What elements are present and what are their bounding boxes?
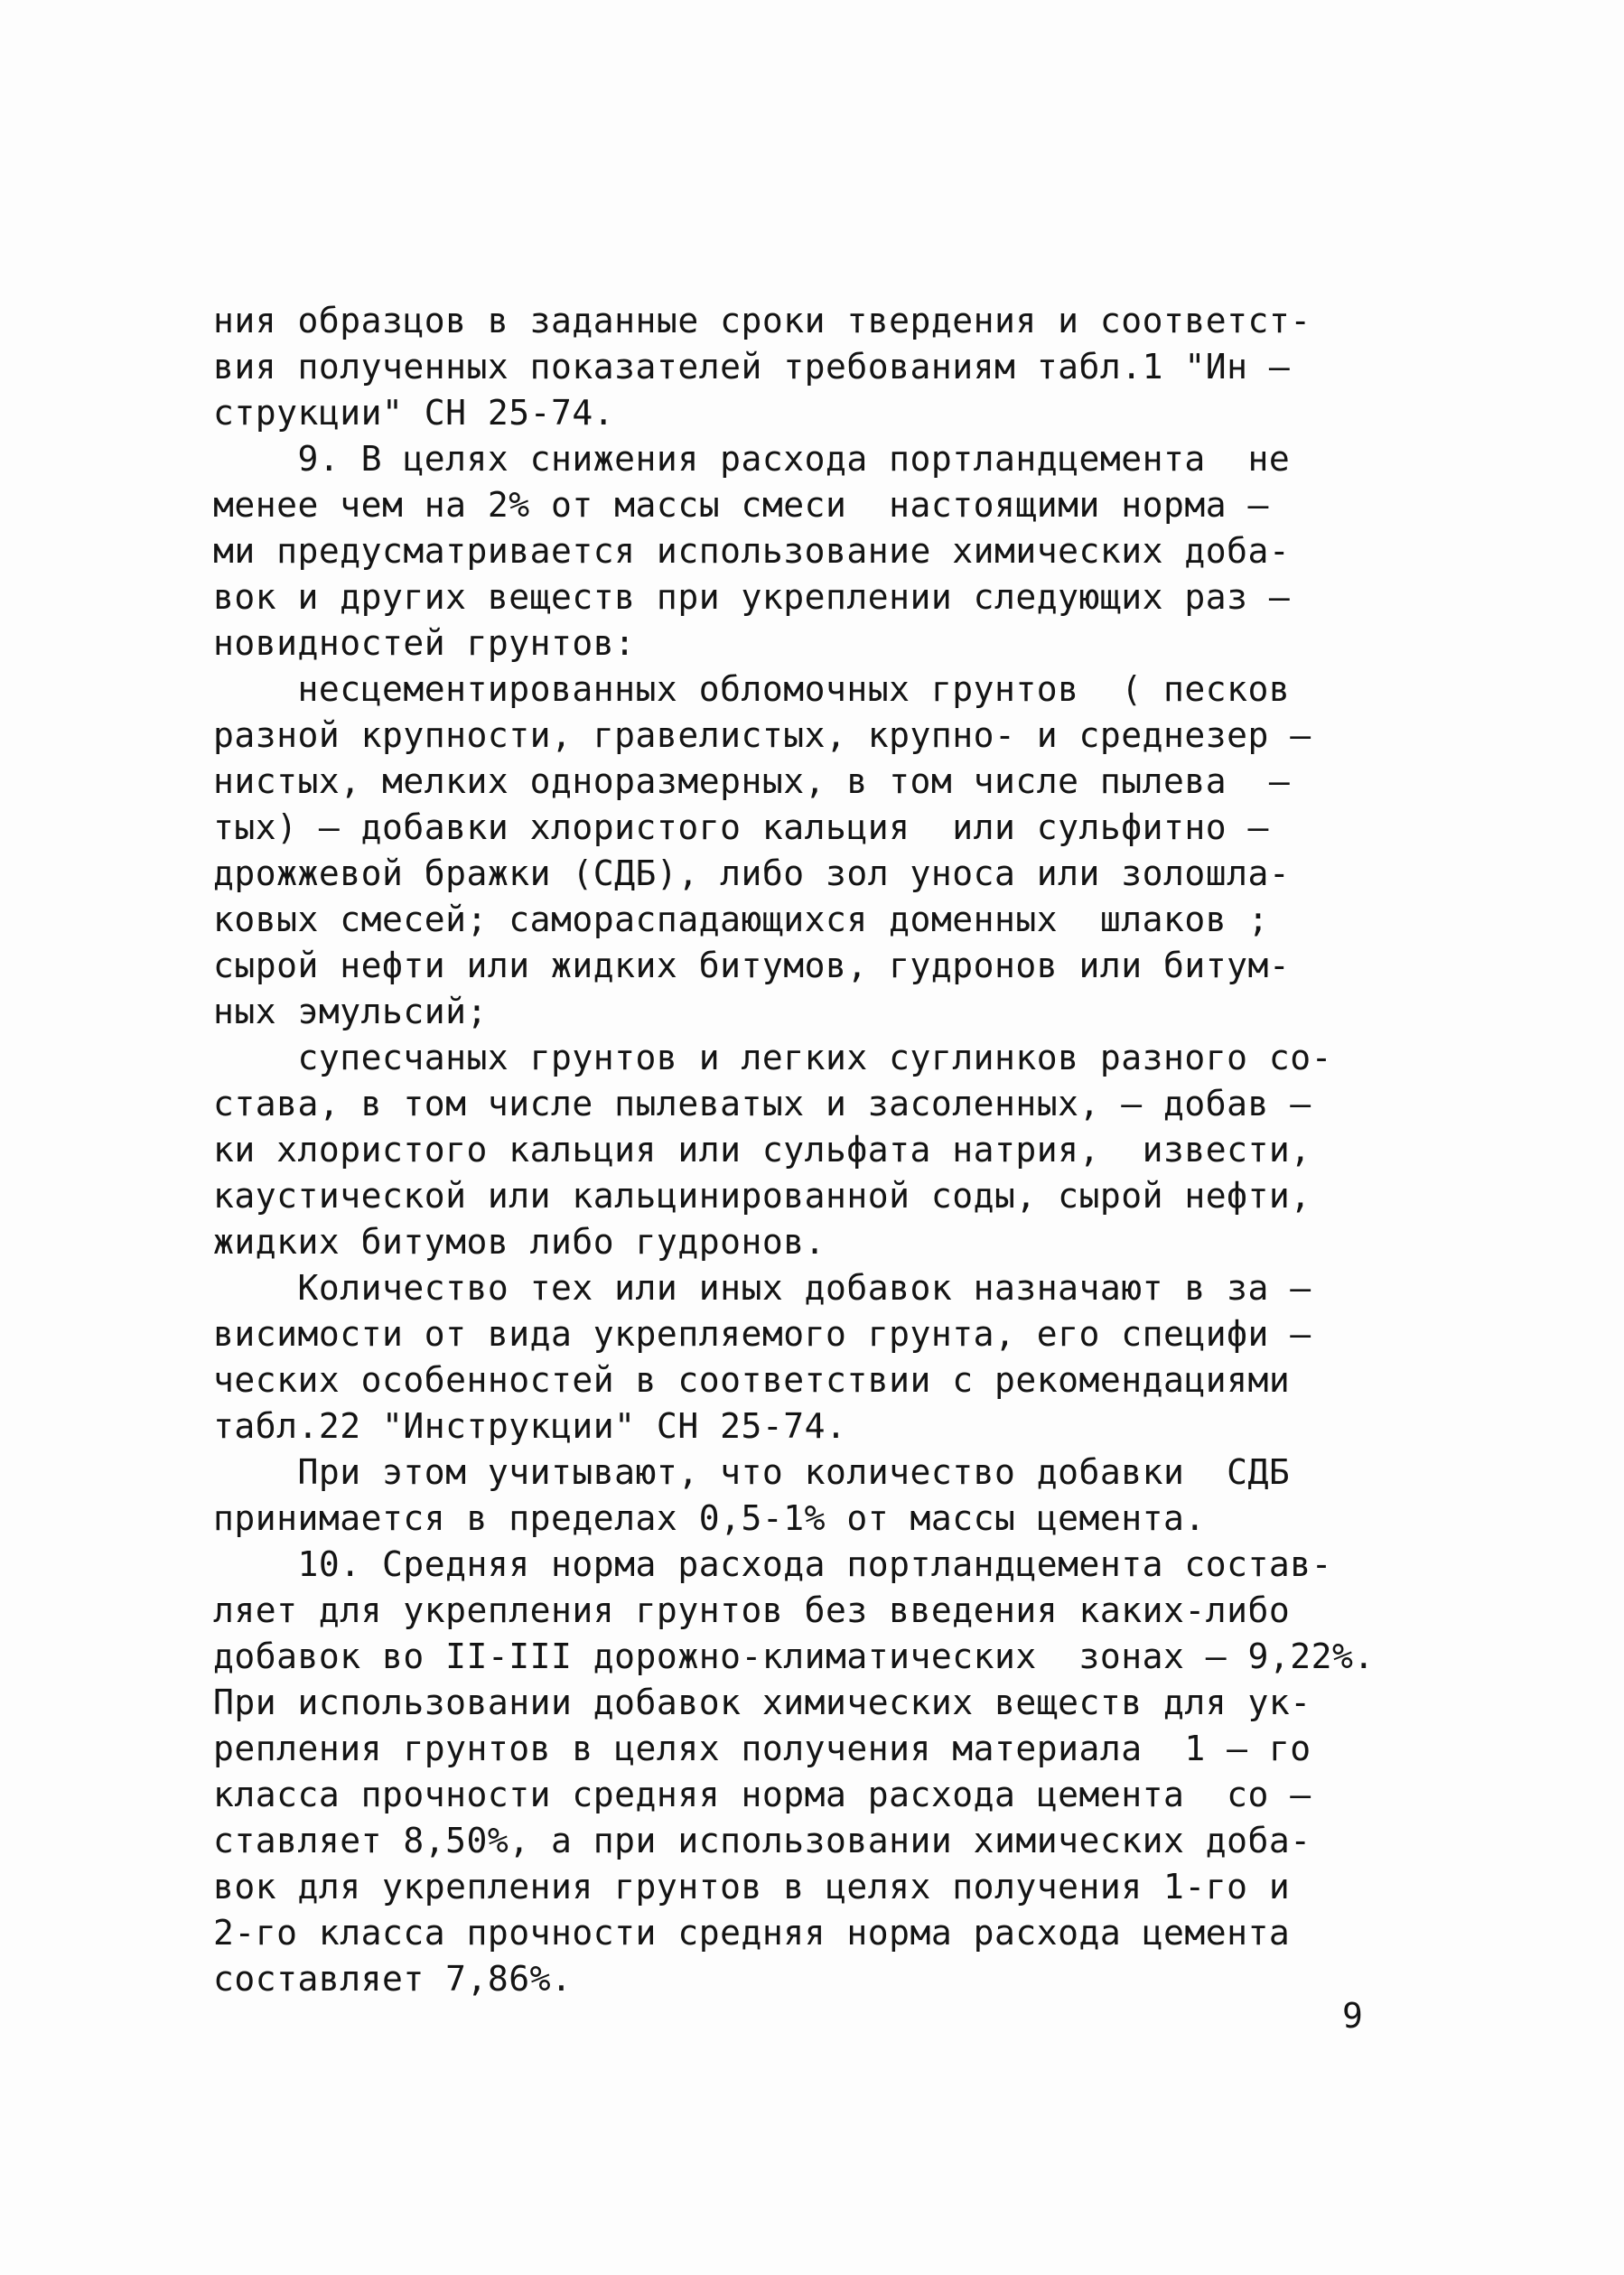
text-line: ки хлористого кальция или сульфата натрия, извести,: [213, 1130, 1311, 1170]
text-line: жидких битумов либо гудронов.: [213, 1222, 826, 1262]
text-line: супесчаных грунтов и легких суглинков разного со-: [213, 1038, 1333, 1077]
text-line: ставляет 8,50%, а при использовании химических доба-: [213, 1821, 1311, 1860]
text-line: тых) – добавки хлористого кальция или сульфитно –: [213, 807, 1269, 847]
text-line: ния образцов в заданные сроки твердения и соответст-: [213, 301, 1311, 340]
text-line: составляет 7,86%.: [213, 1959, 573, 1999]
text-line: ми предусматривается использование химических доба-: [213, 531, 1291, 571]
text-line: струкции" СН 25-74.: [213, 393, 615, 433]
text-line: репления грунтов в целях получения материала 1 – го: [213, 1729, 1311, 1768]
text-line: нистых, мелких одноразмерных, в том числе пылева –: [213, 761, 1291, 801]
text-line: новидностей грунтов:: [213, 623, 636, 663]
text-line: става, в том числе пылеватых и засоленных, – добав –: [213, 1084, 1311, 1124]
text-line: принимается в пределах 0,5-1% от массы цемента.: [213, 1498, 1206, 1538]
text-line: 2-го класса прочности средняя норма расхода цемента: [213, 1913, 1291, 1953]
text-line: разной крупности, гравелистых, крупно- и среднезер –: [213, 715, 1311, 755]
text-line: вия полученных показателей требованиям табл.1 "Ин –: [213, 347, 1291, 387]
text-line: вок и других веществ при укреплении следующих раз –: [213, 577, 1291, 617]
text-line: дрожжевой бражки (СДБ), либо зол уноса или золошла-: [213, 853, 1291, 893]
text-line: ческих особенностей в соответствии с рекомендациями: [213, 1360, 1291, 1400]
text-line: ковых смесей; самораспадающихся доменных шлаков ;: [213, 900, 1269, 939]
text-line: 10. Средняя норма расхода портландцемента состав-: [213, 1544, 1333, 1584]
body-text: [213, 298, 1387, 2002]
page-number: 9: [1342, 1996, 1363, 2036]
text-line: Количество тех или иных добавок назначают в за –: [213, 1268, 1311, 1308]
text-line: класса прочности средняя норма расхода цемента со –: [213, 1775, 1311, 1814]
text-line: При использовании добавок химических веществ для ук-: [213, 1683, 1311, 1722]
text-line: каустической или кальцинированной соды, сырой нефти,: [213, 1176, 1311, 1216]
text-line: При этом учитывают, что количество добавки СДБ: [213, 1452, 1291, 1492]
text-line: вок для укрепления грунтов в целях получения 1-го и: [213, 1867, 1291, 1907]
text-line: сырой нефти или жидких битумов, гудронов или битум-: [213, 946, 1291, 985]
text-line: добавок во II-III дорожно-климатических зонах – 9,22%.: [213, 1636, 1375, 1676]
text-line: табл.22 "Инструкции" СН 25-74.: [213, 1406, 847, 1446]
text-line: ляет для укрепления грунтов без введения каких-либо: [213, 1590, 1291, 1630]
text-line: менее чем на 2% от массы смеси настоящими норма –: [213, 485, 1269, 525]
text-line: несцементированных обломочных грунтов ( песков: [213, 669, 1291, 709]
text-line: висимости от вида укрепляемого грунта, его специфи –: [213, 1314, 1311, 1354]
text-line: 9. В целях снижения расхода портландцемента не: [213, 439, 1291, 479]
text-line: ных эмульсий;: [213, 992, 488, 1031]
